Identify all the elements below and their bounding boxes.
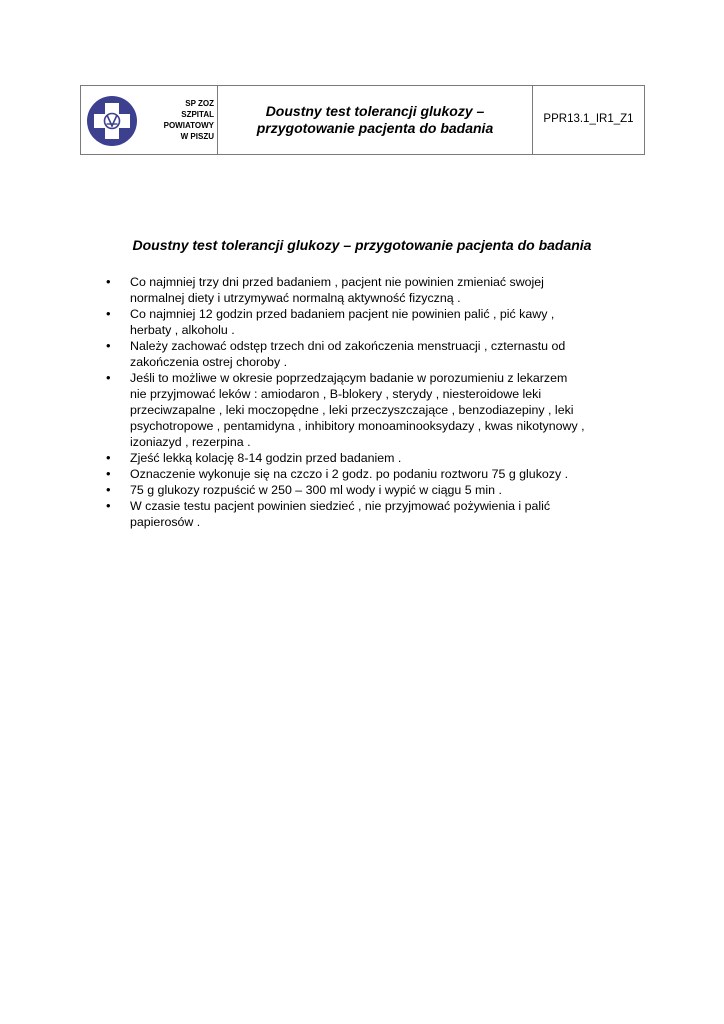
instruction-line: zakończenia ostrej choroby . xyxy=(130,355,288,369)
instruction-line: przeciwzapalne , leki moczopędne , leki przeczyszczające , benzodiazepiny , leki xyxy=(130,403,574,417)
institution-line: SZPITAL xyxy=(181,110,214,119)
instruction-line: izoniazyd , rezerpina . xyxy=(130,435,251,449)
instruction-line: • Co najmniej 12 godzin przed badaniem pacjent nie powinien palić , pić kawy , xyxy=(130,307,555,321)
header-title-line: przygotowanie pacjenta do badania xyxy=(256,120,494,136)
institution-line: SP ZOZ xyxy=(185,99,214,108)
hospital-cross-logo-icon xyxy=(86,95,138,147)
document-code: PPR13.1_IR1_Z1 xyxy=(543,113,634,125)
header-title-line: Doustny test tolerancji glukozy – xyxy=(265,103,485,119)
instruction-item xyxy=(100,274,640,306)
instruction-line: normalnej diety i utrzymywać normalną aktywność fizyczną . xyxy=(130,291,461,305)
instruction-line: • Co najmniej trzy dni przed badaniem , pacjent nie powinien zmieniać swojej xyxy=(130,275,544,289)
instruction-line: psychotropowe , pentamidyna , inhibitory monoaminooksydazy , kwas nikotynowy , xyxy=(130,419,585,433)
instruction-line: herbaty , alkoholu . xyxy=(130,323,235,337)
instruction-line: • Należy zachować odstęp trzech dni od zakończenia menstruacji , czternastu od xyxy=(130,339,566,353)
document-title: Doustny test tolerancji glukozy – przygotowanie pacjenta do badania xyxy=(132,237,592,253)
institution-line: POWIATOWY xyxy=(163,121,214,130)
instruction-list xyxy=(100,274,640,530)
instruction-line: • W czasie testu pacjent powinien siedzieć , nie przyjmować pożywienia i palić xyxy=(130,499,551,513)
instruction-item xyxy=(100,338,640,370)
instruction-item xyxy=(100,466,640,482)
instruction-line: • 75 g glukozy rozpuścić w 250 – 300 ml wody i wypić w ciągu 5 min . xyxy=(130,483,502,497)
institution-line: W PISZU xyxy=(180,132,214,141)
logo-cell xyxy=(81,86,218,154)
instruction-line: nie przyjmować leków : amiodaron , B-blokery , sterydy , niesteroidowe leki xyxy=(130,387,542,401)
header-title-cell xyxy=(218,86,533,154)
instruction-item xyxy=(100,482,640,498)
instruction-item xyxy=(100,498,640,530)
institution-name xyxy=(160,98,214,142)
document-header xyxy=(80,85,645,155)
document-code-cell xyxy=(533,86,644,154)
instruction-line: • Zjeść lekką kolację 8-14 godzin przed badaniem . xyxy=(130,451,402,465)
header-title xyxy=(257,103,493,137)
instruction-item xyxy=(100,370,640,450)
instruction-line: papierosów . xyxy=(130,515,201,529)
instruction-item xyxy=(100,450,640,466)
instruction-item xyxy=(100,306,640,338)
instruction-line: • Jeśli to możliwe w okresie poprzedzającym badanie w porozumieniu z lekarzem xyxy=(130,371,568,385)
instruction-line: • Oznaczenie wykonuje się na czczo i 2 godz. po podaniu roztworu 75 g glukozy . xyxy=(130,467,569,481)
